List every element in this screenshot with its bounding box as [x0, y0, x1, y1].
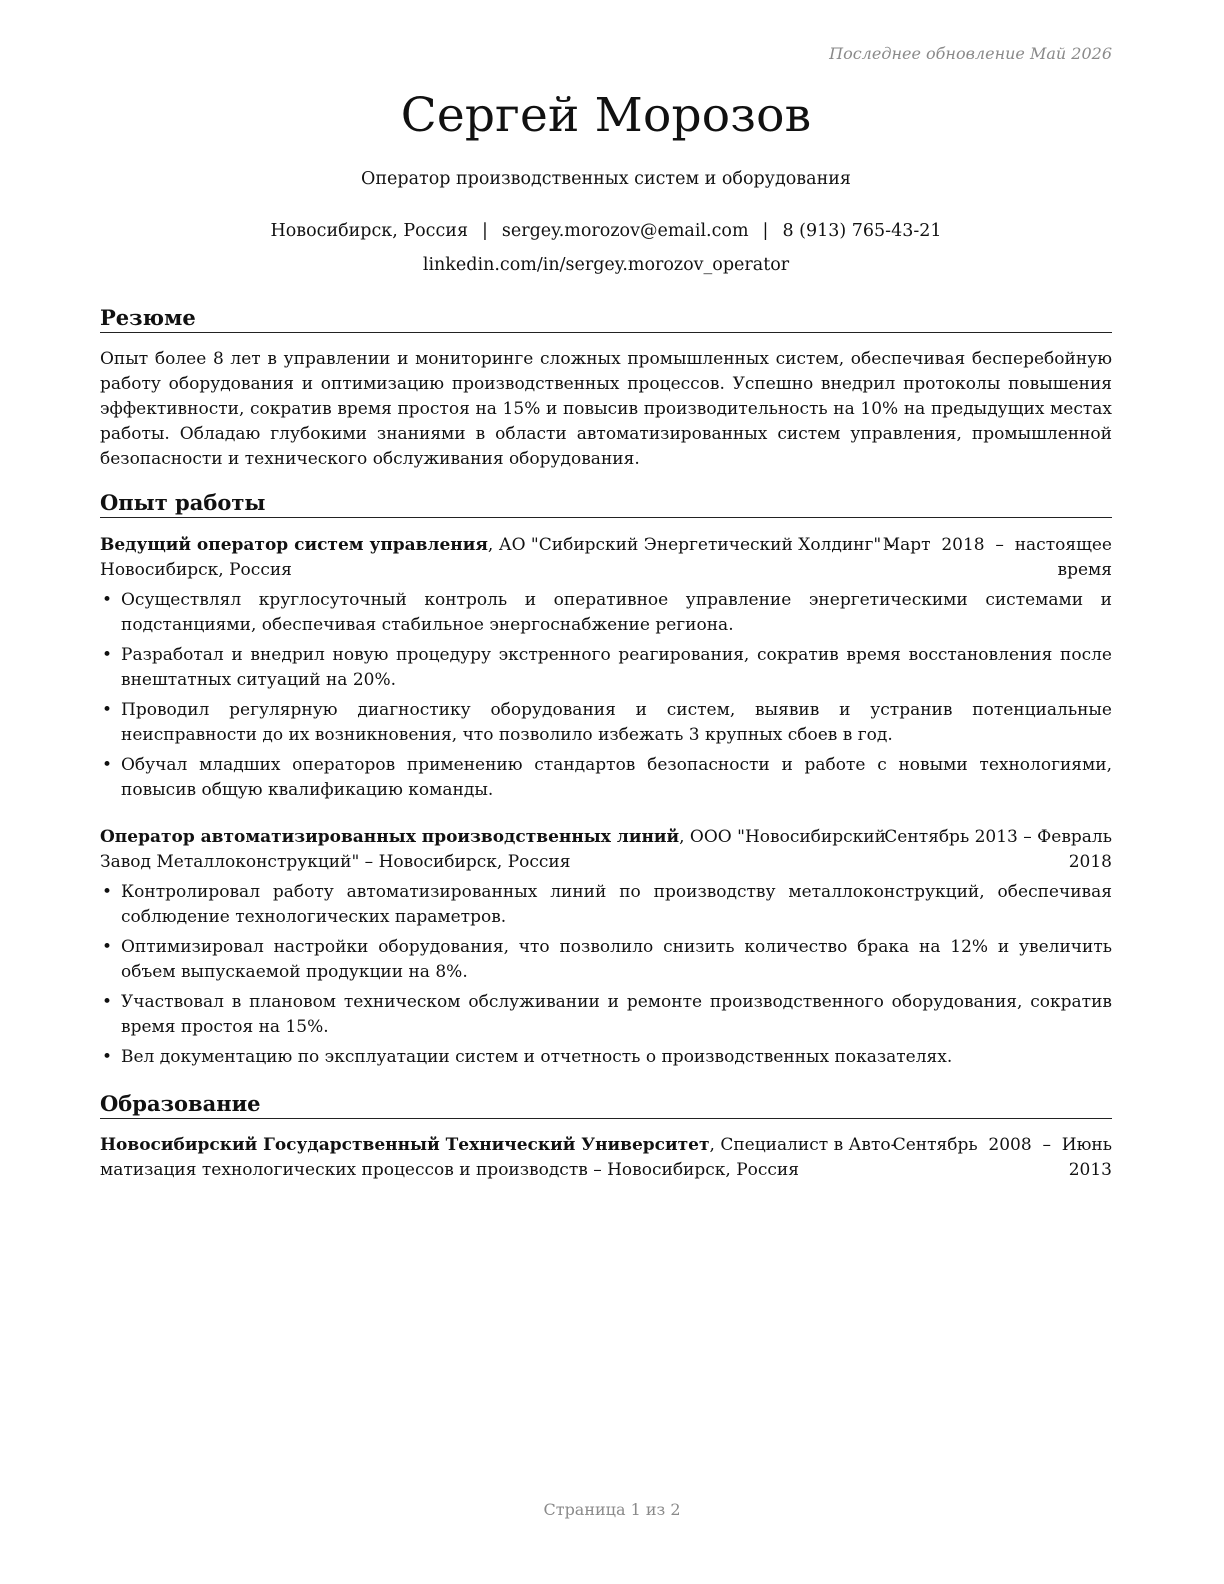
education-dates-line: 2013: [1068, 1159, 1112, 1180]
candidate-name: Сергей Морозов: [400, 88, 812, 143]
linkedin-link[interactable]: linkedin.com/in/sergey.morozov_operator: [422, 255, 790, 275]
education-degree-continued: матизация технологических процессов и производств – Новосибирск, Россия: [100, 1159, 799, 1180]
candidate-title: Оператор производственных систем и оборудования: [361, 169, 851, 189]
list-item: • Обучал младших операторов применению стандартов безопасности и работе с новыми технологиями, повысив общую квалификацию команды.: [102, 755, 1112, 800]
job-company: , ООО "Новосибирский: [679, 827, 886, 847]
education-degree: , Специалист в Авто-: [709, 1135, 897, 1155]
education-institution: Новосибирский Государственный Технический Университет: [100, 1135, 710, 1155]
job-org: [100, 825, 886, 874]
job-company-location: Новосибирск, Россия: [100, 559, 292, 580]
summary-text: Опыт более 8 лет в управлении и мониторинге сложных промышленных систем, обеспечивая бесперебойную работу оборудования и оптимизацию производственных процессов. Успешно внедрил протоколы повышения эффективности, сократив время простоя на 15% и повысив производительность на 10% на предыдущих местах работы. Обладаю глубокими знаниями в области автоматизированных систем управления, промышленной безопасности и технического обслуживания оборудования.: [100, 349, 1112, 469]
experience-heading: Опыт работы: [100, 489, 1112, 518]
email-link[interactable]: sergey.morozov@email.com: [501, 221, 749, 241]
education-header: [100, 1133, 1112, 1183]
list-item: • Проводил регулярную диагностику оборудования и систем, выявив и устранив потенциальные неисправности до их возникновения, что позволило избежать 3 крупных сбоев в год.: [102, 700, 1112, 745]
education-dates: [893, 1133, 1112, 1182]
list-item: • Оптимизировал настройки оборудования, что позволило снизить количество брака на 12% и увеличить объем выпускаемой продукции на 8%.: [102, 937, 1112, 982]
job-company-location: Завод Металлоконструкций" – Новосибирск, Россия: [100, 851, 571, 872]
job-company: , АО "Сибирский Энергетический Холдинг" –: [487, 535, 896, 555]
job-header: [100, 533, 1112, 583]
job-dates: [884, 825, 1112, 874]
job-dates: [883, 533, 1112, 582]
location-text: Новосибирск, Россия: [270, 221, 468, 241]
education-org: [100, 1133, 896, 1182]
job-dates-line: Сентябрь 2013 – Февраль: [884, 827, 1112, 847]
job-position: Ведущий оператор систем управления: [100, 535, 488, 555]
page-number: Страница 1 из 2: [543, 1500, 681, 1519]
list-item: • Участвовал в плановом техническом обслуживании и ремонте производственного оборудования, сократив время простоя на 15%.: [102, 992, 1112, 1037]
phone-text: 8 (913) 765-43-21: [782, 221, 942, 241]
list-item: • Осуществлял круглосуточный контроль и оперативное управление энергетическими системами и подстанциями, обеспечивая стабильное энергоснабжение региона.: [102, 590, 1112, 635]
job-bullets: [100, 588, 1112, 808]
job-dates-line: 2018: [1068, 851, 1112, 872]
contact-line: [100, 219, 1112, 243]
job-dates-line: Март 2018 – настоящее: [882, 535, 1112, 555]
education-dates-line: Сентябрь 2008 – Июнь: [892, 1135, 1112, 1155]
job-header: [100, 825, 1112, 875]
last-updated-note: Последнее обновление Май 2026: [829, 44, 1112, 63]
job-bullets: [100, 880, 1112, 1075]
list-item: • Разработал и внедрил новую процедуру экстренного реагирования, сократив время восстановления после внештатных ситуаций на 20%.: [102, 645, 1112, 690]
job-position: Оператор автоматизированных производственных линий: [100, 827, 680, 847]
job-org: [100, 533, 895, 582]
contact-separator: |: [762, 221, 769, 241]
contact-separator: |: [482, 221, 488, 241]
list-item: • Контролировал работу автоматизированных линий по производству металлоконструкций, обеспечивая соблюдение технологических параметров.: [102, 882, 1112, 927]
summary-heading: Резюме: [100, 304, 1112, 333]
list-item: • Вел документацию по эксплуатации систем и отчетность о производственных показателях.: [102, 1047, 953, 1067]
education-heading: Образование: [100, 1090, 1112, 1119]
job-dates-line: время: [1057, 559, 1112, 580]
